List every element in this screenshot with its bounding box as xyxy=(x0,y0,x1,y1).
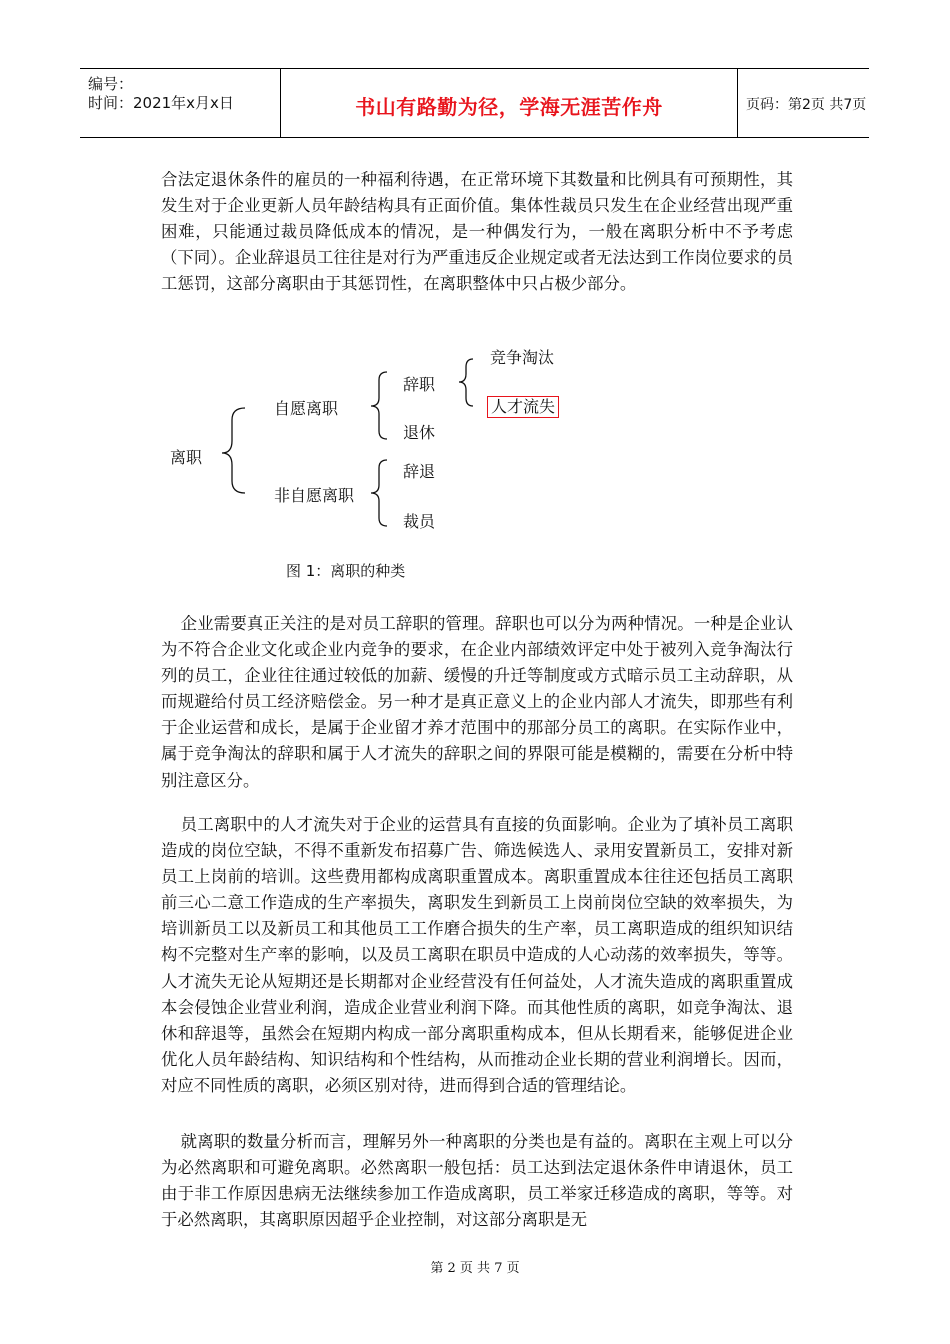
header-motto-cell xyxy=(280,69,738,137)
diagram-resign-node: 辞职 xyxy=(403,375,436,394)
diagram-voluntary-node: 自愿离职 xyxy=(274,399,339,418)
diagram-involuntary-node: 非自愿离职 xyxy=(274,486,355,505)
root-brace xyxy=(222,408,245,493)
paragraph-1: 合法定退休条件的雇员的一种福利待遇，在正常环境下其数量和比例具有可预期性，其发生对于企业更新人员年龄结构具有正面价值。集体性裁员只发生在企业经营出现严重困难，只能通过裁员降低成本的情况，是一种偶发行为，一般在离职分析中不予考虑（下同）。企业辞退员工往往是对行为严重违反企业规定或者无法达到工作岗位要求的员工惩罚，这部分离职由于其惩罚性，在离职整体中只占极少部分。 xyxy=(161,170,793,294)
page-footer: 第 2 页 共 7 页 xyxy=(430,1261,520,1276)
header-meta xyxy=(80,69,280,137)
paragraph-2: 企业需要真正关注的是对员工辞职的管理。辞职也可以分为两种情况。一种是企业认为不符合企业文化或企业内竞争的要求，在企业内部绩效评定中处于被列入竞争淘汰行列的员工，企业往往通过较低的加薪、缓慢的升迁等制度或方式暗示员工主动辞职，从而规避给付员工经济赔偿金。另一种才是真正意义上的企业内部人才流失，即那些有利于企业运营和成长，是属于企业留才养才范围中的那部分员工的离职。在实际作业中，属于竞争淘汰的辞职和属于人才流失的辞职之间的界限可能是模糊的，需要在分析中特别注意区分。 xyxy=(161,614,793,790)
header-motto: 书山有路勤为径，学海无涯苦作舟 xyxy=(355,95,663,119)
header-page-cell xyxy=(736,69,869,137)
diagram-eliminate-node: 竞争淘汰 xyxy=(490,348,555,367)
diagram-root-node: 离职 xyxy=(170,448,203,467)
turnover-types-diagram xyxy=(160,335,620,545)
header-page-info: 页码：第2页 共7页 xyxy=(746,97,867,113)
document-time-label: 时间：2021年x月x日 xyxy=(88,94,234,112)
involuntary-brace xyxy=(371,460,387,526)
paragraph-3: 员工离职中的人才流失对于企业的运营具有直接的负面影响。企业为了填补员工离职造成的岗位空缺，不得不重新发布招募广告、筛选候选人、录用安置新员工，安排对新员工上岗前的培训。这些费用都构成离职重置成本。离职重置成本往往还包括员工离职前三心二意工作造成的生产率损失，离职发生到新员工上岗前岗位空缺的效率损失，为培训新员工以及新员工和其他员工工作磨合损失的生产率，员工离职造成的组织知识结构不完整对生产率的影响，以及员工离职在职员中造成的人心动荡的效率损失，等等。人才流失无论从短期还是长期都对企业经营没有任何益处，人才流失造成的离职重置成本会侵蚀企业营业利润，造成企业营业利润下降。而其他性质的离职，如竞争淘汰、退休和辞退等，虽然会在短期内构成一部分离职重构成本，但从长期看来，能够促进企业优化人员年龄结构、知识结构和个性结构，从而推动企业长期的营业利润增长。因而，对应不同性质的离职，必须区别对待，进而得到合适的管理结论。 xyxy=(161,815,793,1095)
resign-brace xyxy=(459,359,473,406)
diagram-dismiss-node: 辞退 xyxy=(403,462,436,481)
document-number-label: 编号： xyxy=(88,75,134,93)
paragraph-4: 就离职的数量分析而言，理解另外一种离职的分类也是有益的。离职在主观上可以分为必然离职和可避免离职。必然离职一般包括：员工达到法定退休条件申请退休，员工由于非工作原因患病无法继续参加工作造成离职，员工举家迁移造成的离职，等等。对于必然离职，其离职原因超乎企业控制，对这部分离职是无 xyxy=(161,1132,793,1230)
page-header xyxy=(80,68,869,138)
figure-caption: 图 1：离职的种类 xyxy=(286,562,406,580)
diagram-retire-node: 退休 xyxy=(403,423,436,442)
diagram-talent-loss-node: 人才流失 xyxy=(487,396,559,418)
diagram-layoff-node: 裁员 xyxy=(403,512,436,531)
voluntary-brace xyxy=(371,372,387,439)
